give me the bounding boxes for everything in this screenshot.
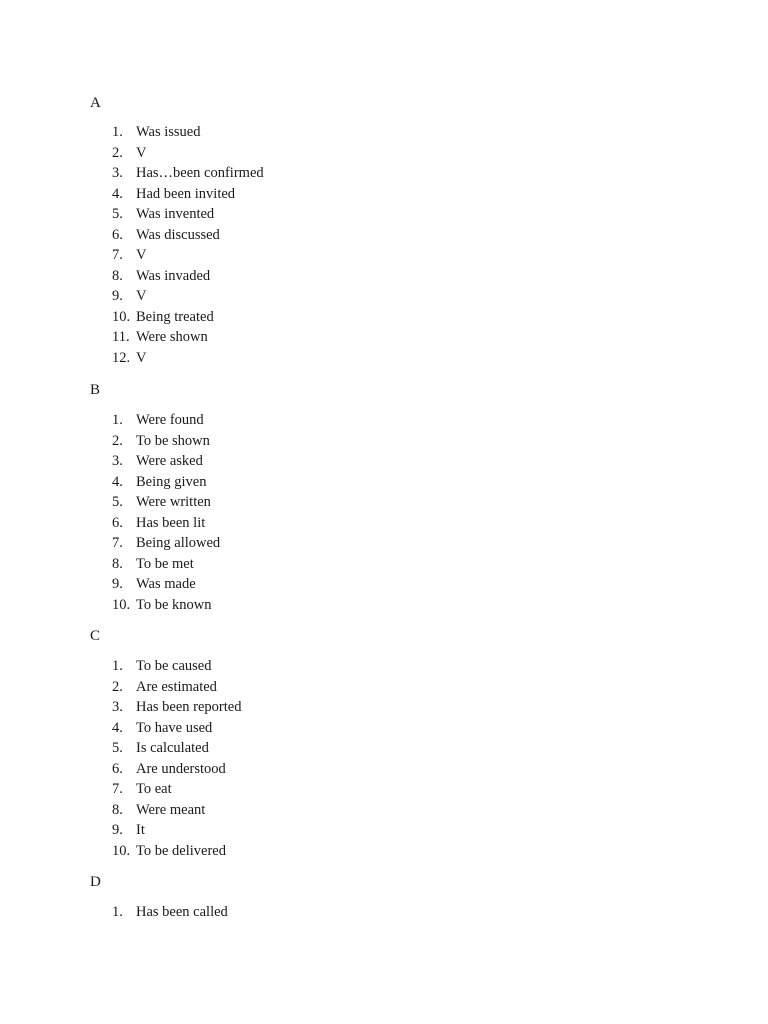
item-text: Has been lit xyxy=(136,514,206,531)
item-text: Were shown xyxy=(136,329,208,345)
item-number: 6. xyxy=(112,514,123,531)
item-text: To be delivered xyxy=(136,842,226,859)
item-number: 2. xyxy=(112,144,123,161)
item-number: 10. xyxy=(112,596,131,613)
section-c-heading: C xyxy=(90,628,101,644)
item-text: Being treated xyxy=(136,308,214,325)
item-number: 5. xyxy=(112,206,123,222)
item-text: To be shown xyxy=(136,432,210,449)
item-number: 1. xyxy=(112,412,123,428)
item-text: Has been reported xyxy=(136,699,242,715)
item-text: V xyxy=(136,288,147,304)
item-text: Being given xyxy=(136,473,207,490)
section-a-heading: A xyxy=(90,95,101,111)
item-number: 5. xyxy=(112,740,123,756)
item-number: 3. xyxy=(112,699,123,715)
item-text: Was discussed xyxy=(136,226,220,243)
section-d-heading: D xyxy=(90,874,101,890)
item-number: 5. xyxy=(112,494,123,510)
item-number: 1. xyxy=(112,658,123,674)
item-text: To be known xyxy=(136,596,212,613)
item-number: 9. xyxy=(112,822,123,838)
item-number: 8. xyxy=(112,555,123,572)
item-number: 3. xyxy=(112,453,123,469)
item-number: 8. xyxy=(112,801,123,818)
item-text: To be met xyxy=(136,555,194,572)
section-b-heading: B xyxy=(90,382,101,398)
item-number: 3. xyxy=(112,165,123,181)
item-number: 6. xyxy=(112,760,123,777)
item-number: 4. xyxy=(112,473,123,490)
item-text: To have used xyxy=(136,719,213,736)
item-number: 6. xyxy=(112,226,123,243)
item-text: To eat xyxy=(136,781,172,797)
item-text: To be caused xyxy=(136,658,212,674)
item-text: Was invaded xyxy=(136,267,211,284)
item-number: 1. xyxy=(112,124,123,140)
item-number: 8. xyxy=(112,267,123,284)
item-text: Were meant xyxy=(136,801,206,818)
item-number: 4. xyxy=(112,185,123,202)
item-number: 7. xyxy=(112,247,123,263)
item-text: Are estimated xyxy=(136,678,217,695)
item-text: Being allowed xyxy=(136,535,221,551)
item-number: 7. xyxy=(112,535,123,551)
item-text: Were written xyxy=(136,494,211,510)
item-text: It xyxy=(136,822,145,838)
item-number: 2. xyxy=(112,678,123,695)
item-text: Was issued xyxy=(136,124,201,140)
item-text: Was invented xyxy=(136,206,215,222)
item-number: 9. xyxy=(112,288,123,304)
item-text: Has…been confirmed xyxy=(136,165,264,181)
item-number: 10. xyxy=(112,842,131,859)
item-text: Are understood xyxy=(136,760,226,777)
item-text: Were found xyxy=(136,412,204,428)
item-text: Has been called xyxy=(136,904,228,920)
item-text: V xyxy=(136,349,147,366)
item-number: 11. xyxy=(112,329,130,345)
item-number: 4. xyxy=(112,719,123,736)
item-text: Were asked xyxy=(136,453,203,469)
item-number: 9. xyxy=(112,576,123,592)
item-text: Is calculated xyxy=(136,740,209,756)
item-text: Had been invited xyxy=(136,185,236,202)
item-number: 1. xyxy=(112,904,123,920)
item-text: V xyxy=(136,144,147,161)
item-text: Was made xyxy=(136,576,196,592)
item-number: 10. xyxy=(112,308,131,325)
item-number: 2. xyxy=(112,432,123,449)
item-text: V xyxy=(136,247,147,263)
item-number: 12. xyxy=(112,349,131,366)
item-number: 7. xyxy=(112,781,123,797)
